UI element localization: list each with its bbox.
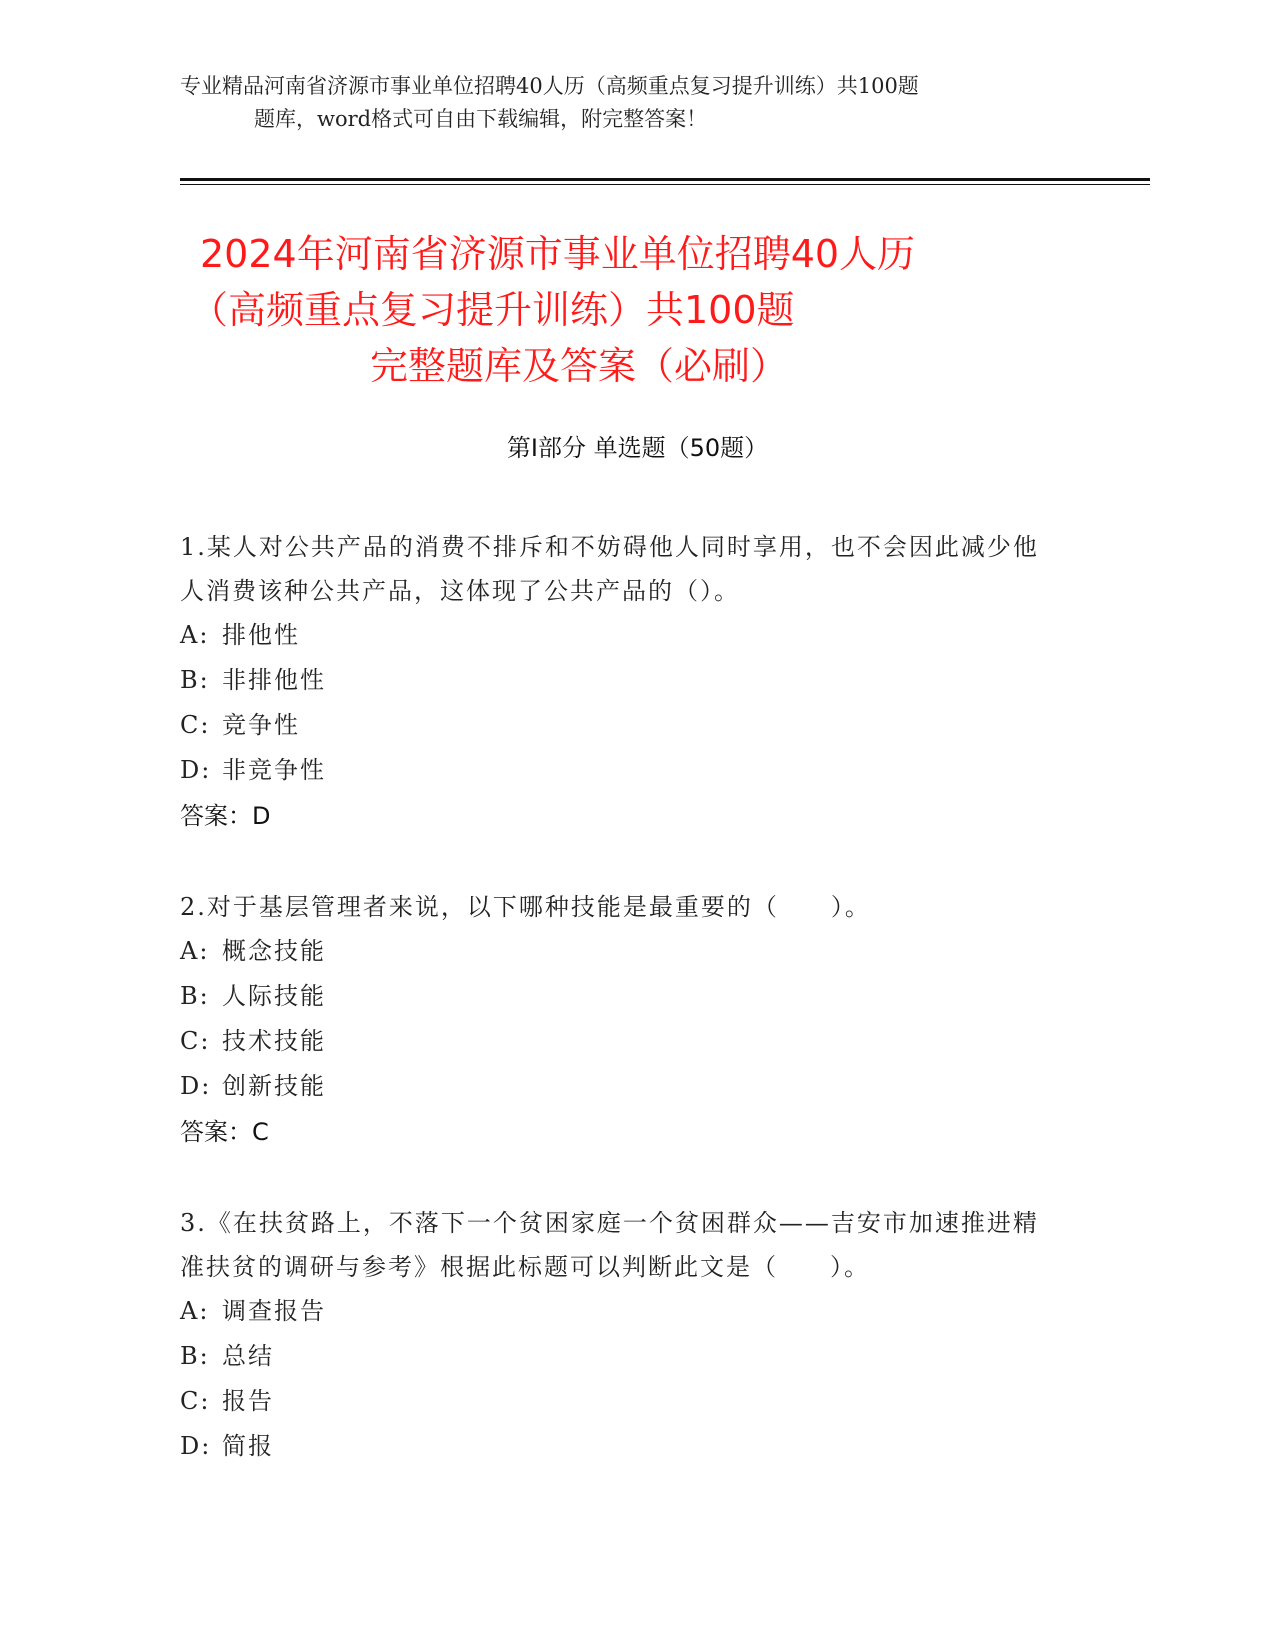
option-text: 调查报告 (222, 1297, 326, 1325)
option-text: 简报 (222, 1432, 274, 1460)
option-d (180, 1064, 1060, 1109)
question-list (180, 525, 1060, 1515)
option-b (180, 658, 1060, 703)
title-line-1: 2024年河南省济源市事业单位招聘40人历 (200, 232, 916, 276)
option-key: D: (180, 1432, 212, 1460)
option-text: 总结 (222, 1342, 274, 1370)
question-text: 1.某人对公共产品的消费不排斥和不妨碍他人同时享用，也不会因此减少他人消费该种公共产品，这体现了公共产品的（）。 (180, 533, 1039, 605)
question-1 (180, 525, 1060, 839)
option-b (180, 1334, 1060, 1379)
option-key: C: (180, 1387, 211, 1415)
option-d (180, 1424, 1060, 1469)
question-3 (180, 1201, 1060, 1469)
title-line-2: （高频重点复习提升训练）共100题 (190, 288, 795, 332)
option-text: 非排他性 (222, 666, 326, 694)
option-key: A: (180, 621, 210, 649)
question-text: 2.对于基层管理者来说，以下哪种技能是最重要的（ ）。 (180, 893, 871, 921)
option-key: D: (180, 1072, 212, 1100)
title-line-3: 完整题库及答案（必刷） (370, 344, 789, 388)
option-key: A: (180, 937, 210, 965)
option-a (180, 613, 1060, 658)
option-text: 创新技能 (222, 1072, 326, 1100)
question-2 (180, 885, 1060, 1155)
option-key: B: (180, 666, 210, 694)
page-header (180, 70, 1060, 136)
option-text: 非竞争性 (222, 756, 326, 784)
document-title (180, 226, 1080, 394)
option-text: 报告 (222, 1387, 274, 1415)
option-text: 概念技能 (222, 937, 326, 965)
option-a (180, 1289, 1060, 1334)
section-heading: 第Ⅰ部分 单选题（50题） (506, 434, 769, 462)
option-c (180, 703, 1060, 748)
header-divider-thin (180, 184, 1150, 185)
option-key: A: (180, 1297, 210, 1325)
option-c (180, 1379, 1060, 1424)
option-text: 排他性 (222, 621, 300, 649)
option-key: C: (180, 1027, 211, 1055)
question-text: 3.《在扶贫路上，不落下一个贫困家庭一个贫困群众——吉安市加速推进精准扶贫的调研与参考》根据此标题可以判断此文是（ ）。 (180, 1209, 1039, 1281)
header-line-2: 题库，word格式可自由下载编辑，附完整答案！ (254, 107, 708, 131)
option-text: 人际技能 (222, 982, 326, 1010)
option-text: 竞争性 (222, 711, 300, 739)
option-text: 技术技能 (222, 1027, 326, 1055)
answer-line: 答案：C (180, 1118, 269, 1146)
option-key: B: (180, 982, 210, 1010)
option-a (180, 929, 1060, 974)
option-c (180, 1019, 1060, 1064)
header-divider-thick (180, 178, 1150, 181)
header-line-1: 专业精品河南省济源市事业单位招聘40人历（高频重点复习提升训练）共100题 (180, 74, 919, 98)
option-d (180, 748, 1060, 793)
option-key: B: (180, 1342, 210, 1370)
option-key: C: (180, 711, 211, 739)
option-key: D: (180, 756, 212, 784)
answer-line: 答案：D (180, 802, 271, 830)
option-b (180, 974, 1060, 1019)
